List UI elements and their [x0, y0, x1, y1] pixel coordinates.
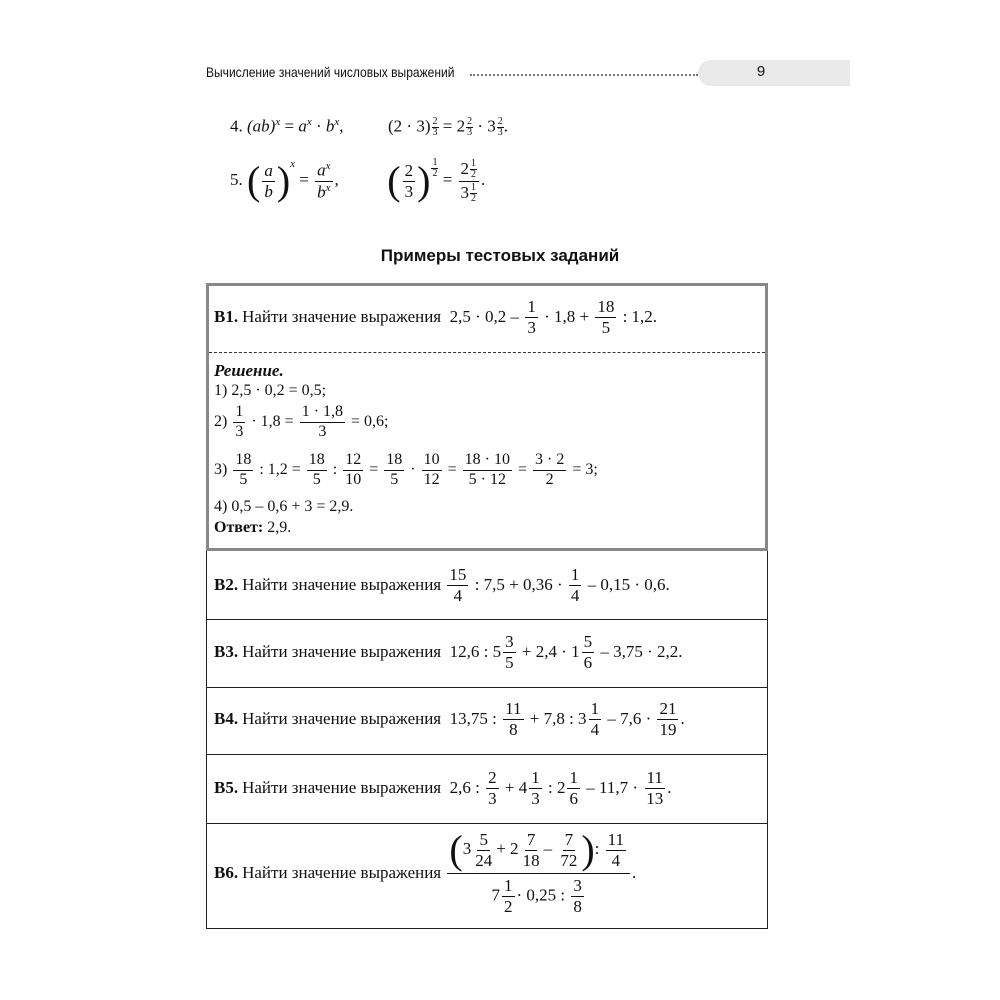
task-b1: В1. Найти значение выражения 2,5 · 0,2 – $\frac{1}{3}$ · 1,8 + $\frac{18}{5}$ : 1,2.: [214, 297, 658, 337]
solution-step-4: 4) 0,5 – 0,6 + 3 = 2,9.: [214, 498, 354, 515]
task-b4: В4. Найти значение выражения 13,75 : $\frac{11}{8}$ + 7,8 : 3 $\frac{1}{4}$ – 7,6 · $\frac{21}{19}$ .: [214, 699, 685, 739]
row-divider: [206, 823, 768, 824]
running-header-title: Вычисление значений числовых выражений: [206, 64, 455, 80]
solution-step-3: 3) $\frac{18}{5}$ : 1,2 = $\frac{18}{5}$ : $\frac{12}{10}$ = $\frac{18}{5}$ · $\frac{10}{12}$ = $\frac{18 \cdot 10}{5 \cdot 12}$ = $\frac{3 \cdot 2}{2}$ = 3;: [214, 451, 598, 488]
solution-step-2: 2) $\frac{1}{3}$ · 1,8 = $\frac{1 \cdot 1,8}{3}$ = 0,6;: [214, 403, 389, 440]
solution-title: Решение.: [214, 361, 284, 380]
solution-answer: Ответ: 2,9.: [214, 519, 292, 536]
dashed-separator: [209, 352, 765, 353]
page-number-tab: [698, 60, 850, 86]
row-divider: [206, 754, 768, 755]
task-b2: В2. Найти значение выражения $\frac{15}{4}$ : 7,5 + 0,36 · $\frac{1}{4}$ – 0,15 · 0,6.: [214, 565, 670, 605]
task-b3: В3. Найти значение выражения 12,6 : 5 $\frac{3}{5}$ + 2,4 · 1 $\frac{5}{6}$ – 3,75 · 2,2.: [214, 632, 683, 672]
task-b6: В6. Найти значение выражения (3 $\frac{5}{24}$ + 2 $\frac{7}{18}$ – $\frac{7}{72}$ ): $\frac{11}{4}$ 7 $\frac{1}{2}$ · 0,25 : $\frac{3}{8}$ .: [214, 827, 637, 916]
header-dotted-leader: [470, 74, 698, 76]
solution-step-1: 1) 2,5 · 0,2 = 0,5;: [214, 382, 327, 399]
row-divider: [206, 687, 768, 688]
formula-row-4: 4. $(ab)^x = a^x \cdot b^x$, (2 · 3) $\frac{2}{3}$ = 2 $\frac{2}{3}$ · 3 $\frac{2}{3}$ .: [230, 115, 509, 138]
page-number: 9: [756, 63, 766, 80]
section-title: Примеры тестовых заданий: [380, 246, 620, 265]
task-b5: В5. Найти значение выражения 2,6 : $\frac{2}{3}$ + 4 $\frac{1}{3}$ : 2 $\frac{1}{6}$ – 11,7 · $\frac{11}{13}$ .: [214, 768, 672, 808]
row-divider: [206, 619, 768, 620]
formula-row-5: 5. ( $\frac{a}{b}$ )$^x$ = $\frac{a^x}{b^x}$ , ( $\frac{2}{3}$ ) $\frac{1}{2}$ = 2 $\frac{1}{2}$ 3 $\frac{1}{2}$ .: [230, 157, 486, 204]
